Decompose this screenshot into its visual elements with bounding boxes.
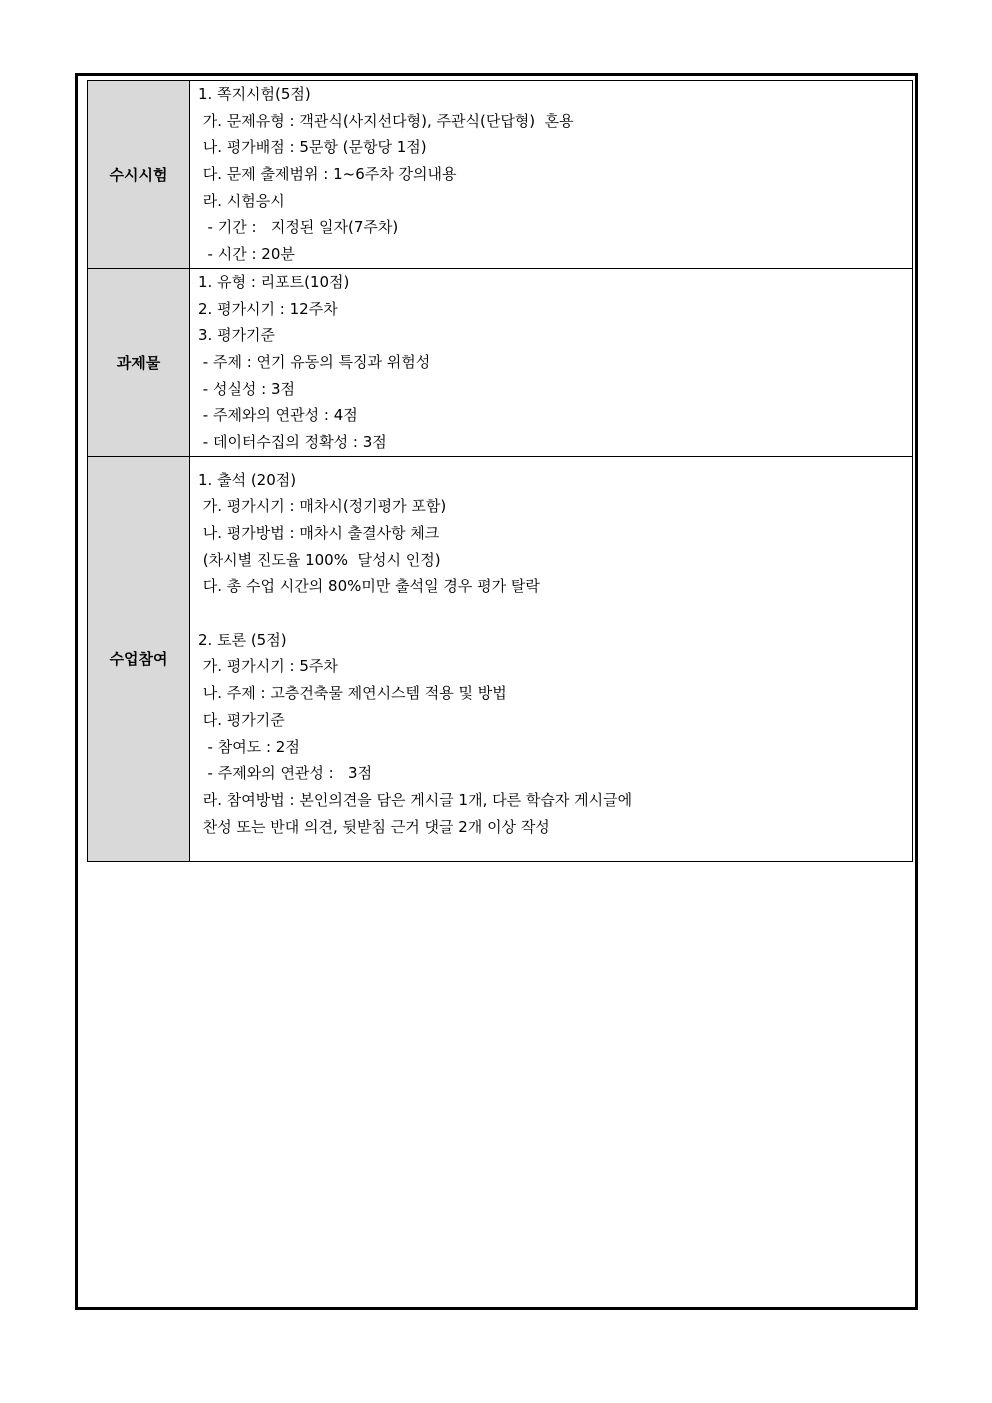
content-line: 라. 시험응시 bbox=[198, 191, 285, 210]
content-line: - 성실성 : 3점 bbox=[198, 379, 296, 398]
content-line: (차시별 진도율 100% 달성시 인정) bbox=[198, 550, 441, 569]
content-line: 나. 평가방법 : 매차시 출결사항 체크 bbox=[198, 524, 440, 542]
content-line: 나. 평가배점 : 5문항 (문항당 1점) bbox=[198, 138, 427, 157]
content-line: 다. 문제 출제범위 : 1~6주차 강의내용 bbox=[198, 165, 457, 184]
content-line: 2. 토론 (5점) bbox=[198, 630, 287, 649]
row-content-quiz bbox=[190, 81, 913, 269]
blank-line bbox=[198, 600, 912, 627]
content-line: 1. 쪽지시험(5점) bbox=[198, 85, 311, 103]
content-line: 1. 유형 : 리포트(10점) bbox=[198, 272, 350, 291]
content-line: 찬성 또는 반대 의견, 뒷받침 근거 댓글 2개 이상 작성 bbox=[198, 817, 550, 836]
row-label-participation: 수업참여 bbox=[88, 456, 190, 861]
content-line: 다. 평가기준 bbox=[198, 710, 285, 729]
row-content-assignment bbox=[190, 268, 913, 456]
content-line: 3. 평가기준 bbox=[198, 326, 276, 345]
row-content-participation bbox=[190, 456, 913, 861]
table-row bbox=[88, 456, 913, 861]
content-line: - 참여도 : 2점 bbox=[198, 737, 300, 756]
content-line: 가. 평가시기 : 5주차 bbox=[198, 657, 338, 676]
row-label-assignment: 과제물 bbox=[88, 268, 190, 456]
content-line: - 주제와의 연관성 : 3점 bbox=[198, 764, 373, 783]
content-line: 2. 평가시기 : 12주차 bbox=[198, 299, 338, 318]
content-line: - 시간 : 20분 bbox=[198, 245, 295, 264]
content-line: - 기간 : 지정된 일자(7주차) bbox=[198, 218, 399, 237]
content-line: 가. 평가시기 : 매차시(정기평가 포함) bbox=[198, 497, 447, 516]
content-line: 1. 출석 (20점) bbox=[198, 470, 297, 489]
content-line: - 주제 : 연기 유동의 특징과 위험성 bbox=[198, 352, 431, 371]
content-line: 나. 주제 : 고층건축물 제연시스템 적용 및 방법 bbox=[198, 684, 507, 703]
content-line: 라. 참여방법 : 본인의견을 담은 게시글 1개, 다른 학습자 게시글에 bbox=[198, 790, 633, 809]
content-line: 가. 문제유형 : 객관식(사지선다형), 주관식(단답형) 혼용 bbox=[198, 111, 574, 130]
evaluation-table bbox=[87, 80, 913, 862]
table-row bbox=[88, 81, 913, 269]
content-line: - 주제와의 연관성 : 4점 bbox=[198, 406, 358, 425]
content-line: 다. 총 수업 시간의 80%미만 출석일 경우 평가 탈락 bbox=[198, 577, 540, 596]
content-line: - 데이터수집의 정확성 : 3점 bbox=[198, 432, 387, 451]
table-row bbox=[88, 268, 913, 456]
row-label-quiz: 수시시험 bbox=[88, 81, 190, 269]
